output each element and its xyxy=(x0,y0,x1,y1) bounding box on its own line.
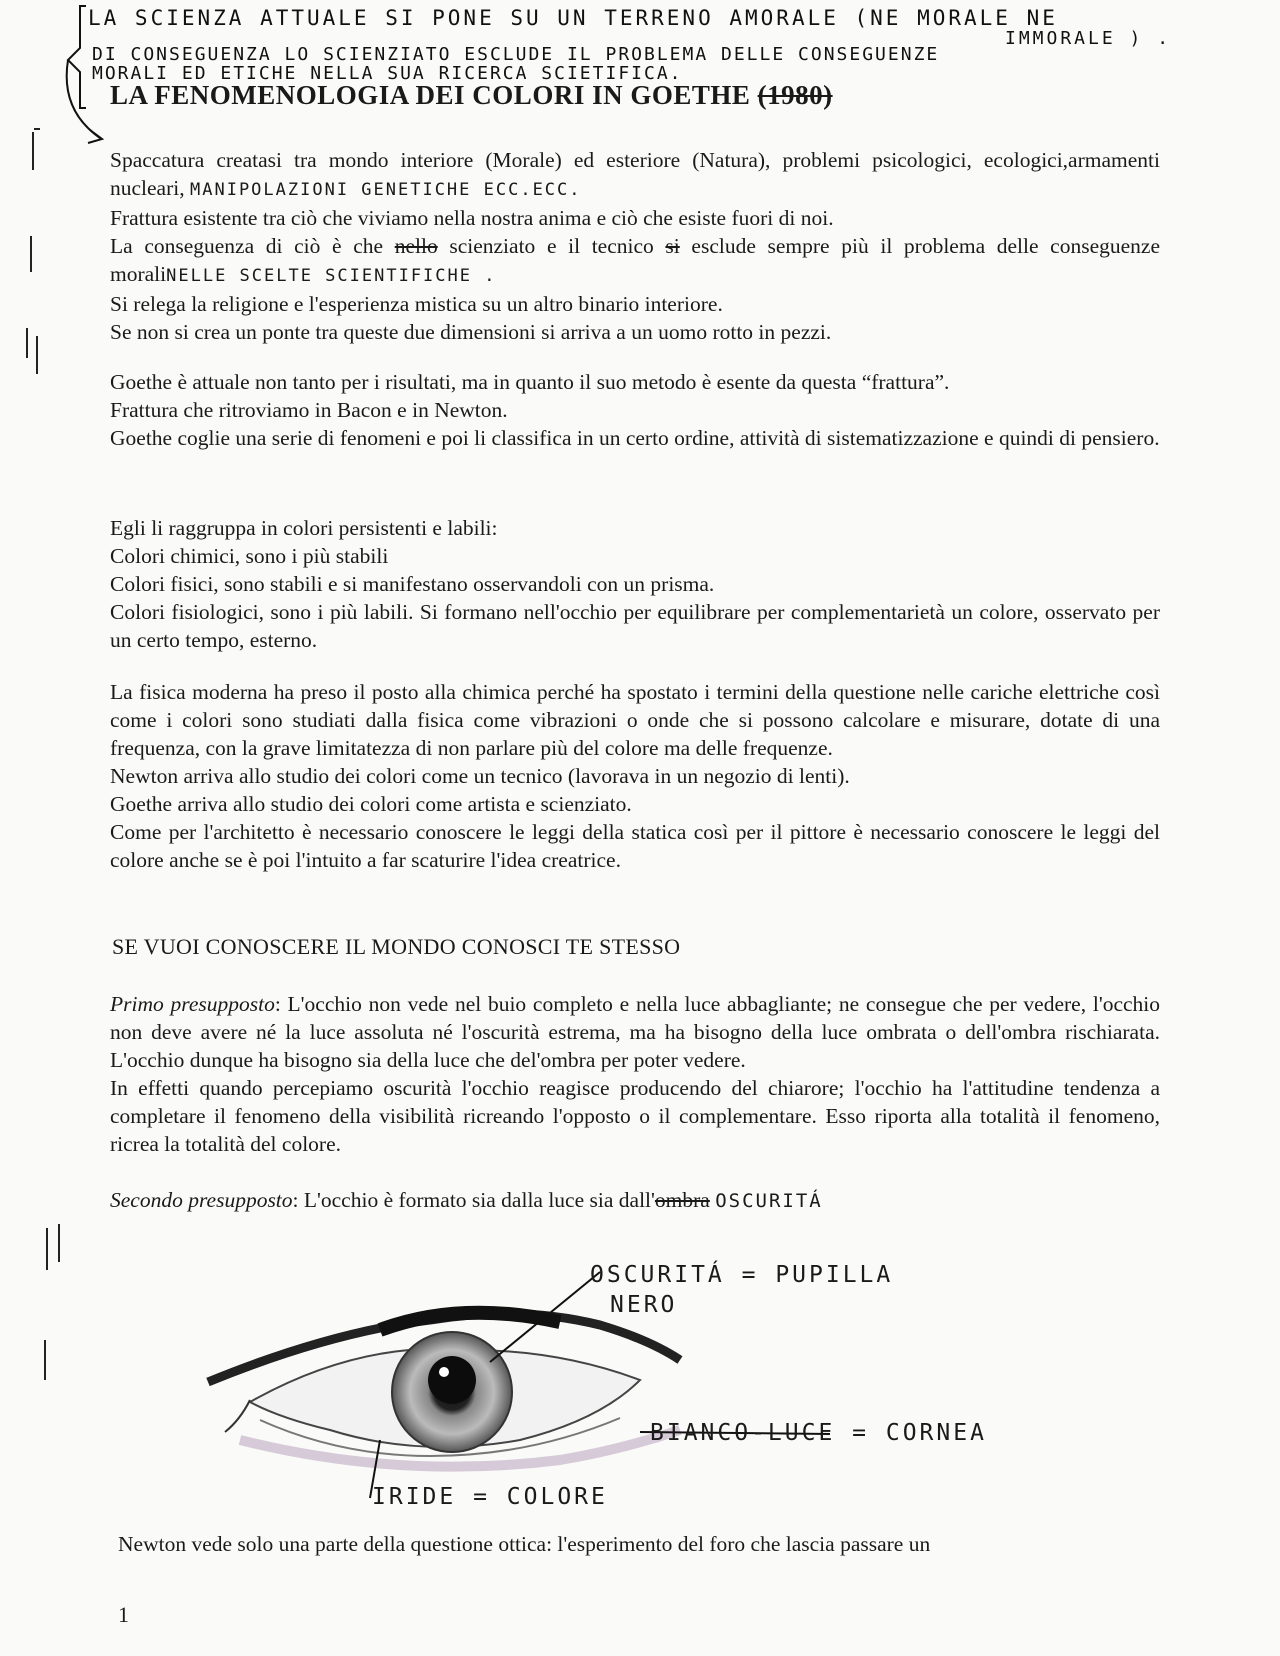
struck-word: ombra xyxy=(654,1188,710,1212)
handwritten-note-line2: DI CONSEGUENZA LO SCIENZIATO ESCLUDE IL PROBLEMA DELLE CONSEGUENZE xyxy=(92,44,940,65)
paragraph: Newton vede solo una parte della questione ottica: l'esperimento del foro che lascia passare un xyxy=(118,1532,931,1556)
paragraph: Colori chimici, sono i più stabili xyxy=(110,544,389,568)
tear-duct xyxy=(225,1400,250,1432)
paragraph: Newton arriva allo studio dei colori come un tecnico (lavorava in un negozio di lenti). xyxy=(110,764,850,788)
section-heading: SE VUOI CONOSCERE IL MONDO CONOSCI TE STESSO xyxy=(112,934,681,959)
paragraph: Colori fisiologici, sono i più labili. Si formano nell'occhio per equilibrare per complementarietà un colore, osservato per un certo tempo, esterno. xyxy=(110,600,1160,652)
text: La conseguenza di ciò è che xyxy=(110,234,384,258)
handwritten-note-insert: IMMORALE ) . xyxy=(1005,28,1172,49)
title-year: (1980) xyxy=(757,80,833,110)
paragraph: Si relega la religione e l'esperienza mistica su un altro binario interiore. xyxy=(110,292,723,316)
paragraph: Frattura che ritroviamo in Bacon e in Newton. xyxy=(110,398,508,422)
paragraph: Se non si crea un ponte tra queste due dimensioni si arriva a un uomo rotto in pezzi. xyxy=(110,320,832,344)
handwritten-note-line1: LA SCIENZA ATTUALE SI PONE SU UN TERRENO AMORALE (NE MORALE NE xyxy=(88,6,1058,30)
text: Spaccatura creatasi tra mondo interiore (Morale) ed esteriore (Natura), problemi psicologici, ecologici,armamenti nucleari, xyxy=(110,148,1160,200)
struck-word: si xyxy=(665,234,680,258)
section-newton xyxy=(118,1530,1168,1558)
handwritten-insert: OSCURITÁ xyxy=(715,1190,823,1212)
paragraph: In effetti quando percepiamo oscurità l'occhio reagisce producendo del chiarore; l'occhio ha l'attitudine tendenza a completare il fenomeno della visibilità ricreando l'opposto o il complementare. Esso riporta alla totalità il fenomeno, ricrea la totalità del colore. xyxy=(110,1076,1160,1156)
paragraph: Goethe coglie una serie di fenomeni e poi li classifica in un certo ordine, attività di sistematizzazione e quindi di pensiero. xyxy=(110,426,1160,450)
label-pupilla: OSCURITÁ = PUPILLA xyxy=(590,1262,894,1288)
paragraph: Egli li raggruppa in colori persistenti e labili: xyxy=(110,516,498,540)
pupil xyxy=(428,1356,476,1404)
paragraph: Goethe arriva allo studio dei colori come artista e scienziato. xyxy=(110,792,632,816)
pupil-highlight xyxy=(439,1367,449,1377)
paragraph: La fisica moderna ha preso il posto alla chimica perché ha spostato i termini della questione nelle cariche elettriche così come i colori sono studiati dalla fisica come vibrazioni o onde che si possono calcolare e misurare, dotate di una frequenza, con la grave limitatezza di non parlare più del colore ma delle frequenze. xyxy=(110,680,1160,760)
label-secondo: Secondo presupposto xyxy=(110,1188,293,1212)
handwritten-insert: NELLE SCELTE SCIENTIFICHE . xyxy=(166,266,497,286)
text: scienziato e il tecnico xyxy=(449,234,654,258)
text: : L'occhio non vede nel buio completo e nella luce abbagliante; ne consegue che per vedere, l'occhio non deve avere né la luce assoluta né l'oscurità estrema, ma ha bisogno della luce ombrata o dell'ombra rischiarata. L'occhio dunque ha bisogno sia della luce che del'ombra per poter vedere. xyxy=(110,992,1160,1072)
paragraph: Frattura esistente tra ciò che viviamo nella nostra anima e ciò che esiste fuori di noi. xyxy=(110,206,834,230)
label-iride: IRIDE = COLORE xyxy=(372,1484,608,1510)
paragraph: Goethe è attuale non tanto per i risultati, ma in quanto il suo metodo è esente da questa “frattura”. xyxy=(110,370,950,394)
text: esclude sempre più il problema delle conseguenze morali xyxy=(110,234,1161,286)
page-number: 1 xyxy=(118,1602,129,1627)
struck-word: nello xyxy=(394,234,438,258)
label-nero: NERO xyxy=(610,1292,678,1318)
handwritten-insert: MANIPOLAZIONI GENETICHE ECC.ECC. xyxy=(190,180,582,200)
label-primo: Primo presupposto xyxy=(110,992,275,1016)
handwritten-note-line3: MORALI ED ETICHE NELLA SUA RICERCA SCIETIFICA. xyxy=(92,63,683,84)
paragraph: Colori fisici, sono stabili e si manifestano osservandoli con un prisma. xyxy=(110,572,715,596)
label-cornea: BIANCO-LUCE = CORNEA xyxy=(650,1420,987,1446)
text: : L'occhio è formato sia dalla luce sia dall' xyxy=(292,1188,655,1212)
title-text: LA FENOMENOLOGIA DEI COLORI IN GOETHE xyxy=(110,80,751,110)
paragraph: Come per l'architetto è necessario conoscere le leggi della statica così per il pittore è necessario conoscere le leggi del colore anche se è poi l'intuito a far scaturire l'idea creatrice. xyxy=(110,820,1160,872)
